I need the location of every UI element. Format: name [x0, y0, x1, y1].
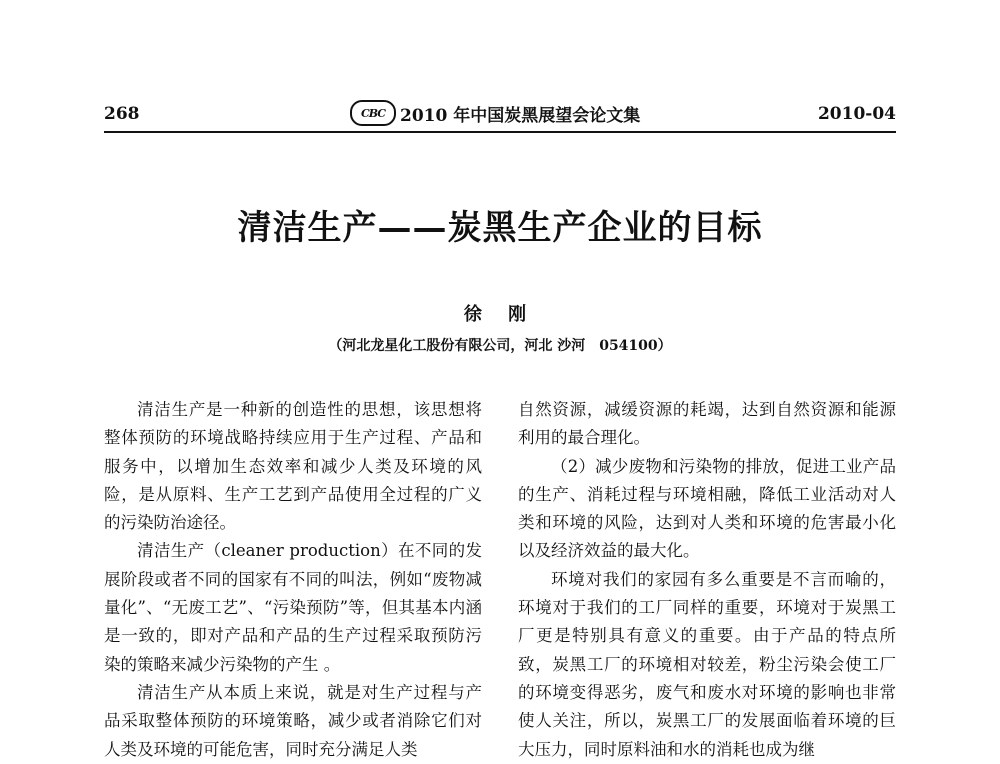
- paragraph: 清洁生产是一种新的创造性的思想，该思想将整体预防的环境战略持续应用于生产过程、产品和服务中，以增加生态效率和减少人类及环境的风险，是从原料、生产工艺到产品使用全过程的广义的污染防治途径。: [104, 400, 482, 533]
- author-name: 徐 刚: [463, 304, 537, 325]
- paragraph: 清洁生产从本质上来说，就是对生产过程与产品采取整体预防的环境策略，减少或者消除它们对人类及环境的可能危害，同时充分满足人类: [104, 682, 482, 759]
- conference-logo-icon: CBC: [350, 100, 396, 126]
- page-number: 268: [104, 104, 140, 124]
- journal-header: [350, 100, 640, 126]
- journal-title: 2010 年中国炭黑展望会论文集: [400, 105, 641, 126]
- running-header: [104, 96, 896, 130]
- header-rule: [104, 131, 896, 133]
- paragraph: 清洁生产（cleaner production）在不同的发展阶段或者不同的国家有不同的叫法，例如“废物减量化”、“无废工艺”、“污染预防”等，但其基本内涵是一致的，即对产品和产品的生产过程采取预防污染的策略来减少污染物的产生 。: [104, 541, 482, 674]
- issue-date: 2010-04: [817, 104, 896, 124]
- paragraph: 自然资源，减缓资源的耗竭，达到自然资源和能源利用的最合理化。: [518, 400, 896, 448]
- left-column: [104, 396, 482, 764]
- article-title: 清洁生产——炭黑生产企业的目标: [237, 208, 763, 248]
- paragraph: （2）减少废物和污染物的排放，促进工业产品的生产、消耗过程与环境相融，降低工业活动对人类和环境的风险，达到对人类和环境的危害最小化以及经济效益的最大化。: [518, 456, 896, 561]
- right-column: [518, 396, 896, 764]
- paragraph: 环境对我们的家园有多么重要是不言而喻的，环境对于我们的工厂同样的重要，环境对于炭黑工厂更是特别具有意义的重要。由于产品的特点所致，炭黑工厂的环境相对较差，粉尘污染会使工厂的环境变得恶劣，废气和废水对环境的影响也非常使人关注，所以，炭黑工厂的发展面临着环境的巨大压力，同时原料油和水的消耗也成为继: [518, 569, 896, 759]
- author-affiliation: （河北龙星化工股份有限公司，河北 沙河 054100）: [328, 338, 672, 354]
